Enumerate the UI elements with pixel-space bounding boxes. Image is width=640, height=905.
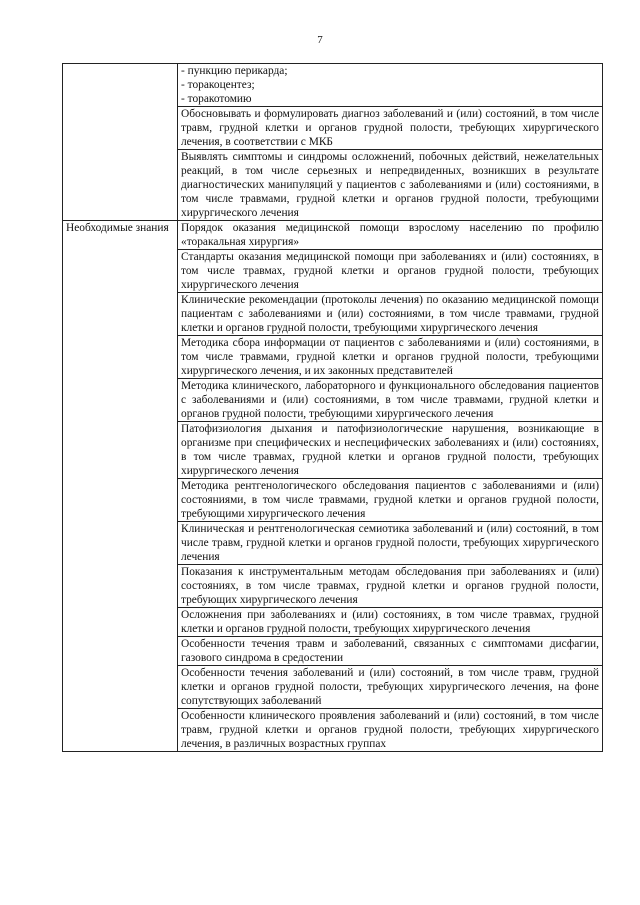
knowledge-item: Особенности течения заболеваний и (или) состояний, в том числе травм, грудной клетки и органов грудной полости, требующих хирургического лечения, на фоне сопутствующих заболеваний: [178, 666, 603, 709]
knowledge-item: Методика сбора информации от пациентов с заболеваниями и (или) состояниями, в том числе травмами, грудной клетки и органов грудной полости, требующими хирургического лечения, и их законных представителей: [178, 336, 603, 379]
skill-cell: Обосновывать и формулировать диагноз заболеваний и (или) состояний, в том числе травм, грудной клетки и органов грудной полости, требующих хирургического лечения, в соответствии с МКБ: [178, 107, 603, 150]
knowledge-item: Осложнения при заболеваниях и (или) состояниях, в том числе травмах, грудной клетки и органов грудной полости, требующих хирургического лечения: [178, 608, 603, 637]
skill-line: - торакоцентез;: [181, 79, 255, 91]
section-label-knowledge: Необходимые знания: [63, 221, 178, 752]
knowledge-item: Показания к инструментальным методам обследования при заболеваниях и (или) состояниях, в том числе травмах, грудной клетки и органов грудной полости, требующих хирургического лечения: [178, 565, 603, 608]
table-row: [63, 221, 603, 250]
knowledge-item: Клинические рекомендации (протоколы лечения) по оказанию медицинской помощи пациентам с заболеваниями и (или) состояниями, в том числе травмами, грудной клетки и органов грудной полости, требующими хирургического лечения: [178, 293, 603, 336]
knowledge-item: Методика клинического, лабораторного и функционального обследования пациентов с заболеваниями и (или) состояниями, в том числе травмами, грудной клетки и органов грудной полости, требующими хирургического лечения: [178, 379, 603, 422]
skill-line: - торакотомию: [181, 93, 252, 105]
competency-table: [62, 63, 603, 752]
skill-cell: [178, 64, 603, 107]
knowledge-item: Особенности клинического проявления заболеваний и (или) состояний, в том числе травм, грудной клетки и органов грудной полости, требующих хирургического лечения, в различных возрастных группах: [178, 709, 603, 752]
table-row: [63, 64, 603, 107]
skill-line: - пункцию перикарда;: [181, 65, 288, 77]
skill-cell: Выявлять симптомы и синдромы осложнений, побочных действий, нежелательных реакций, в том числе серьезных и непредвиденных, возникших в результате диагностических манипуляций у пациентов с заболеваниями и (или) состояниями, в том числе травмами, грудной клетки и органов грудной полости, требующими хирургического лечения: [178, 150, 603, 221]
knowledge-item: Стандарты оказания медицинской помощи при заболеваниях и (или) состояниях, в том числе травмах, грудной клетки и органов грудной полости, требующих хирургического лечения: [178, 250, 603, 293]
page-number: 7: [317, 34, 323, 46]
knowledge-item: Клиническая и рентгенологическая семиотика заболеваний и (или) состояний, в том числе травм, грудной клетки и органов грудной полости, требующих хирургического лечения: [178, 522, 603, 565]
knowledge-item: Порядок оказания медицинской помощи взрослому населению по профилю «торакальная хирургия»: [178, 221, 603, 250]
knowledge-item: Особенности течения травм и заболеваний, связанных с симптомами дисфагии, газового синдрома в средостении: [178, 637, 603, 666]
knowledge-item: Патофизиология дыхания и патофизиологические нарушения, возникающие в организме при специфических и неспецифических заболеваниях и (или) состояниях, в том числе травмах, грудной клетки и органов грудной полости, требующих хирургического лечения: [178, 422, 603, 479]
row-label: [63, 64, 178, 221]
knowledge-item: Методика рентгенологического обследования пациентов с заболеваниями и (или) состояниями, в том числе травмами, грудной клетки и органов грудной полости, требующими хирургического лечения: [178, 479, 603, 522]
